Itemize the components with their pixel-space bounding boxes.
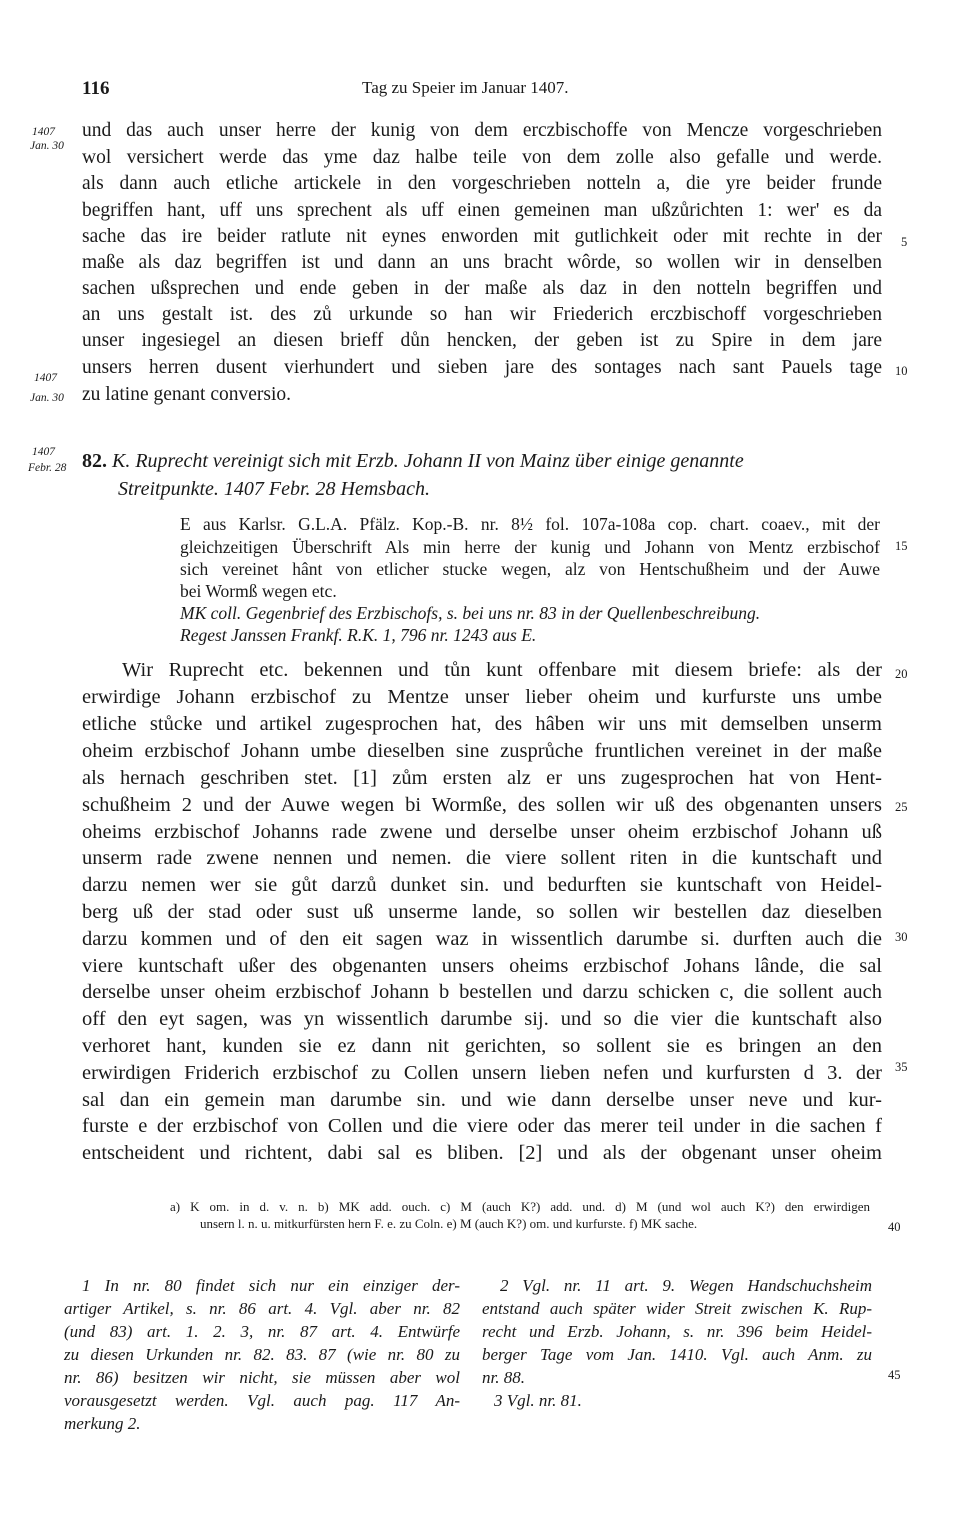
- text-line: unsers herren dusent vierhundert und sieben jare des sontages nach sant Pauels tage: [82, 357, 882, 378]
- footnote-line: zu diesen Urkunden nr. 82. 83. 87 (wie nr. 80 zu: [64, 1345, 460, 1364]
- line-number: 15: [895, 539, 908, 553]
- line-number: 20: [895, 667, 908, 681]
- footnote-line: entstand auch später wider Streit zwischen K. Rup-: [482, 1299, 872, 1318]
- text-line: als dann auch etliche artickele in den vorgeschrieben notteln a, die yre beider frunde: [82, 173, 882, 194]
- text-line: Wir Ruprecht etc. bekennen und tůn kunt offenbare mit diesem briefe: als der: [122, 659, 882, 681]
- source-line: sich vereinet hânt von etlicher stucke wegen, alz von Hentschußheim und der Auwe: [180, 559, 880, 579]
- text-line: oheim erzbischof Johann umbe dieselben sine zusprůche fruntlichen vereinet in der maße: [82, 740, 882, 762]
- footnote-line: vorausgesetzt werden. Vgl. auch pag. 117 An-: [64, 1391, 460, 1410]
- running-head: Tag zu Speier im Januar 1407.: [362, 78, 569, 97]
- line-number: 30: [895, 930, 908, 944]
- line-number: 40: [888, 1220, 901, 1234]
- text-line: berg uß der stad oder sust uß unserme lande, so sollen wir bestellen daz dieselben: [82, 901, 882, 923]
- footnote-line: nr. 88.: [482, 1368, 525, 1387]
- source-line: E aus Karlsr. G.L.A. Pfälz. Kop.-B. nr. 8½ fol. 107a-108a cop. chart. coaev., mit der: [180, 514, 880, 534]
- footnote-line: 2 Vgl. nr. 11 art. 9. Wegen Handschuchsheim: [500, 1276, 872, 1295]
- text-line: begriffen hant, uff uns sprechent als uff einen gemeinen man ußzůrichten 1: wer' es da: [82, 200, 882, 221]
- margin-date-bottom: Jan. 30: [30, 392, 64, 404]
- variant-line: unsern l. n. u. mitkurfürsten hern F. e. zu Coln. e) M (auch K?) om. und kurfurste. f) MK sache.: [200, 1216, 698, 1231]
- text-line: sachen ußsprechen und ende geben in der maße als daz in den notteln begriffen und: [82, 278, 882, 299]
- text-line: verhoret hant, kunden sie ez dann nit gerichten, so sollent sie es bringen an den: [82, 1035, 882, 1057]
- text-line: sache das ire beider ratlute nit eynes enworden mit gutlichkeit oder mit rechte in der: [82, 226, 882, 247]
- text-line: entscheident und richtent, dabi sal es bliben. [2] und als der obgenant unser oheim: [82, 1142, 882, 1164]
- margin-date-doc: Febr. 28: [28, 462, 67, 474]
- source-line: MK coll. Gegenbrief des Erzbischofs, s. bei uns nr. 83 in der Quellenbeschreibung.: [180, 603, 761, 623]
- line-number: 35: [895, 1060, 908, 1074]
- variant-line: a) K om. in d. v. n. b) MK add. ouch. c) M (auch K?) add. und. d) M (und wol auch K?) den erwirdigen: [170, 1199, 870, 1214]
- text-line: erwirdigen Friderich erzbischof zu Collen unsern lieben nefen und kurfursten d 3. der: [82, 1062, 882, 1084]
- line-number: 10: [895, 364, 908, 378]
- text-line: derselbe unser oheim erzbischof Johann b bestellen und darzu schicken c, die sollent auch: [82, 981, 882, 1003]
- text-line: an uns gestalt ist. des zů urkunde so han wir Friederich erczbischoff vorgeschrieben: [82, 304, 882, 325]
- document-title-line1: K. Ruprecht vereinigt sich mit Erzb. Johann II von Mainz über einige genannte: [112, 450, 744, 472]
- footnote-line: (und 83) art. 1. 2. 3, nr. 87 art. 4. Entwürfe: [64, 1322, 460, 1341]
- source-line: gleichzeitigen Überschrift Als min herre der kunig und Johann von Mentz erzbischof: [180, 537, 880, 557]
- source-line: Regest Janssen Frankf. R.K. 1, 796 nr. 1243 aus E.: [180, 625, 537, 645]
- text-line: maße als daz begriffen ist und dann an uns bracht wôrde, so wollen wir in denselben: [82, 252, 882, 273]
- margin-date-top: Jan. 30: [30, 140, 64, 152]
- footnote-line: merkung 2.: [64, 1414, 141, 1433]
- document-number: 82.: [82, 450, 107, 472]
- text-line: und das auch unser herre der kunig von dem erczbischoffe von Mencze vorgeschrieben: [82, 120, 882, 141]
- footnote-line: 1 In nr. 80 findet sich nur ein einziger der-: [82, 1276, 460, 1295]
- margin-year-bottom: 1407: [34, 372, 57, 384]
- text-line: wol versichert werde das yme daz halbe teile von dem zolle also gefalle und werde.: [82, 147, 882, 168]
- text-line: schußheim 2 und der Auwe wegen bi Wormße, des sollen wir uß des obgenanten unsers: [82, 794, 882, 816]
- line-number: 25: [895, 800, 908, 814]
- line-number: 5: [901, 235, 908, 249]
- text-line: sal dan ein gemein man darumbe sin. und wie dann derselbe unser neve und kur-: [82, 1089, 882, 1111]
- text-line: darzu nemen wer sie gůt darzů dunket sin. und bedurften sie kuntschaft von Heidel-: [82, 874, 882, 896]
- document-heading: [82, 450, 744, 473]
- line-number: 45: [888, 1368, 901, 1382]
- footnote-line: recht und Erzb. Johann, s. nr. 396 beim Heidel-: [482, 1322, 872, 1341]
- text-line: viere kuntschaft ußer des obgenanten unsers oheims erzbischof Johans lânde, die sal: [82, 955, 882, 977]
- footnote-line: nr. 86) besitzen wir nicht, sie müssen aber wol: [64, 1368, 460, 1387]
- text-line: etliche stůcke und artikel zugesprochen hat, des hâben wir uns mit demselben unserm: [82, 713, 882, 735]
- text-line: zu latine genant conversio.: [82, 384, 292, 405]
- text-line: furste e der erzbischof von Collen und die viere oder das merer teil under in die sachen f: [82, 1115, 882, 1137]
- source-line: bei Wormß wegen etc.: [180, 581, 337, 601]
- document-title-line2: Streitpunkte. 1407 Febr. 28 Hemsbach.: [118, 478, 430, 500]
- page-number: 116: [82, 78, 110, 99]
- margin-year-top: 1407: [32, 126, 55, 138]
- text-line: unser ingesiegel an diesen brieff důn hencken, der geben ist zu Spire in dem jare: [82, 330, 882, 351]
- text-line: unserm rade zwene nennen und nemen. die viere sollent riten in die kuntschaft und: [82, 847, 882, 869]
- text-line: oheims erzbischof Johanns rade zwene und derselbe unser oheim erzbischof Johann uß: [82, 821, 882, 843]
- margin-year-doc: 1407: [32, 446, 55, 458]
- text-line: als hernach geschriben stet. [1] zům ersten alz er uns zugesprochen hat von Hent-: [82, 767, 882, 789]
- footnote-line: 3 Vgl. nr. 81.: [494, 1391, 582, 1410]
- footnote-line: berger Tage vom Jan. 1410. Vgl. auch Anm. zu: [482, 1345, 872, 1364]
- footnote-line: artiger Artikel, s. nr. 86 art. 4. Vgl. aber nr. 82: [64, 1299, 460, 1318]
- text-line: darzu kommen und of den eit sagen waz in wissentlich darumbe si. durften auch die: [82, 928, 882, 950]
- text-line: off den eyt sagen, was yn wissentlich darumbe sij. und so die vier die kuntschaft also: [82, 1008, 882, 1030]
- text-line: erwirdige Johann erzbischof zu Mentze unser lieber oheim und kurfurste uns umbe: [82, 686, 882, 708]
